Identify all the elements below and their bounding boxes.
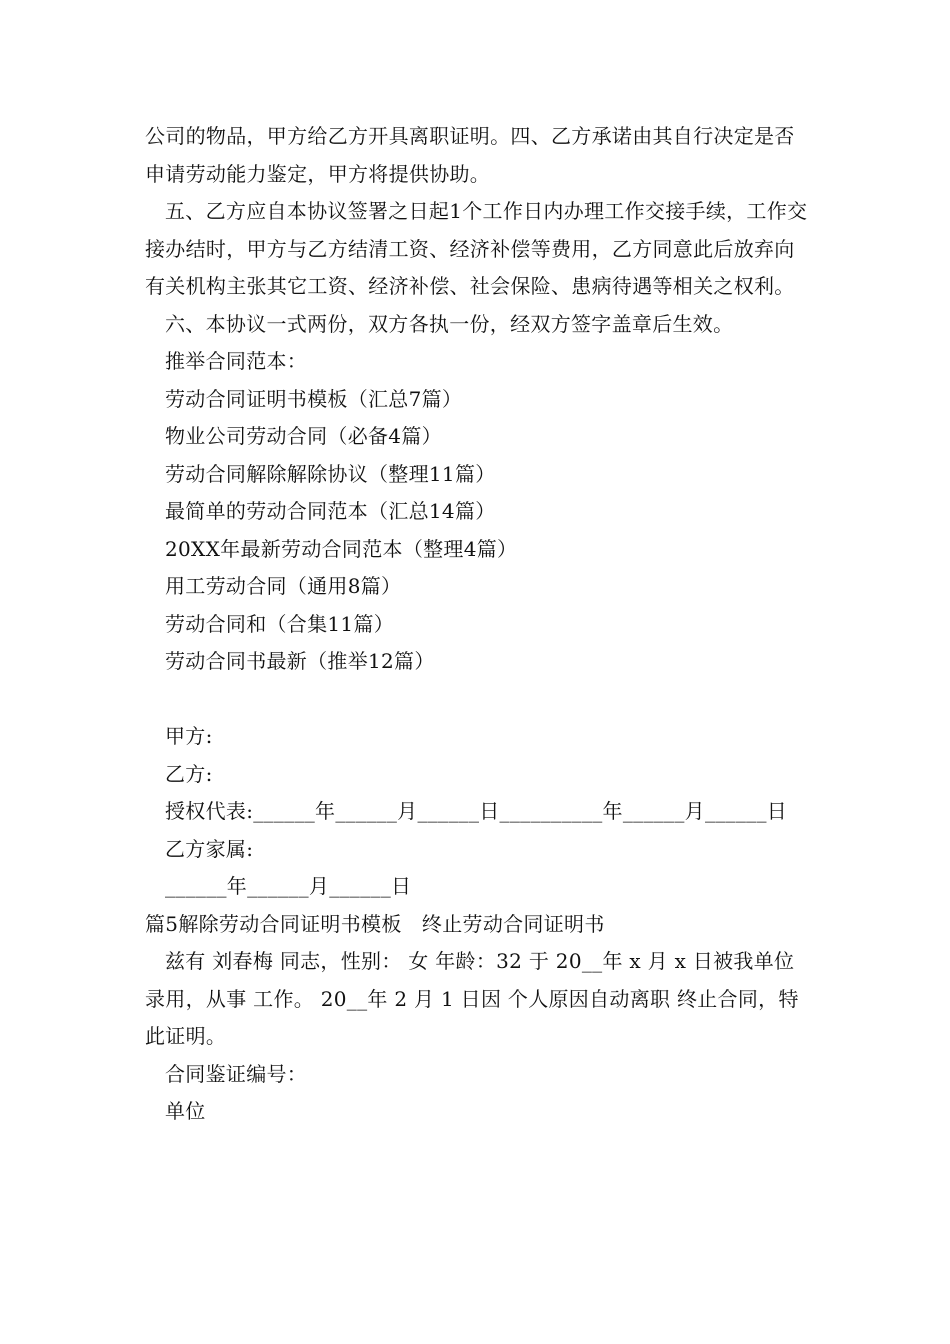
unit-label: 单位 — [165, 1099, 206, 1123]
recommend-item: 劳动合同证明书模板（汇总7篇） — [165, 386, 463, 411]
section-title: 篇5解除劳动合同证明书模板 终止劳动合同证明书 — [145, 911, 605, 936]
contract-number-label: 合同鉴证编号： — [165, 1061, 308, 1086]
paragraph-continuation: 公司的物品，甲方给乙方开具离职证明。四、乙方承诺由其自行决定是否申请劳动能力鉴定，甲方将提供协助。 — [145, 124, 795, 186]
recommend-item: 20XX年最新劳动合同范本（整理4篇） — [165, 536, 518, 561]
signature-date-line: ______年______月______日 — [165, 874, 412, 898]
recommend-item: 最简单的劳动合同范本（汇总14篇） — [165, 499, 496, 523]
signature-party-b-family: 乙方家属: — [165, 836, 254, 861]
signature-party-a: 甲方: — [165, 724, 213, 748]
recommend-item: 用工劳动合同（通用8篇） — [165, 574, 402, 598]
paragraph-clause-five: 五、乙方应自本协议签署之日起1个工作日内办理工作交接手续，工作交接办结时，甲方与乙方结清工资、经济补偿等费用，乙方同意此后放弃向有关机构主张其它工资、经济补偿、社会保险、患病待遇等相关之权利。 — [145, 199, 808, 298]
recommend-item: 劳动合同解除解除协议（整理11篇） — [165, 461, 496, 486]
recommend-item: 劳动合同和（合集11篇） — [165, 611, 395, 636]
signature-party-b: 乙方: — [165, 761, 213, 786]
paragraph-clause-six: 六、本协议一式两份，双方各执一份，经双方签字盖章后生效。 — [165, 311, 734, 336]
recommend-item: 物业公司劳动合同（必备4篇） — [165, 424, 442, 448]
signature-authorized-rep: 授权代表:______年______月______日__________年______月______日 — [165, 799, 788, 823]
recommend-item: 劳动合同书最新（推举12篇） — [165, 649, 435, 673]
blank-line — [145, 681, 810, 719]
document-content — [145, 118, 810, 1131]
certificate-body: 兹有 刘春梅 同志，性别： 女 年龄：32 于 20__年 x 月 x 日被我单位录用，从事 工作。 20__年 2 月 1 日因 个人原因自动离职 终止合同，特此证明。 — [145, 949, 799, 1048]
recommend-heading: 推举合同范本： — [165, 349, 308, 373]
